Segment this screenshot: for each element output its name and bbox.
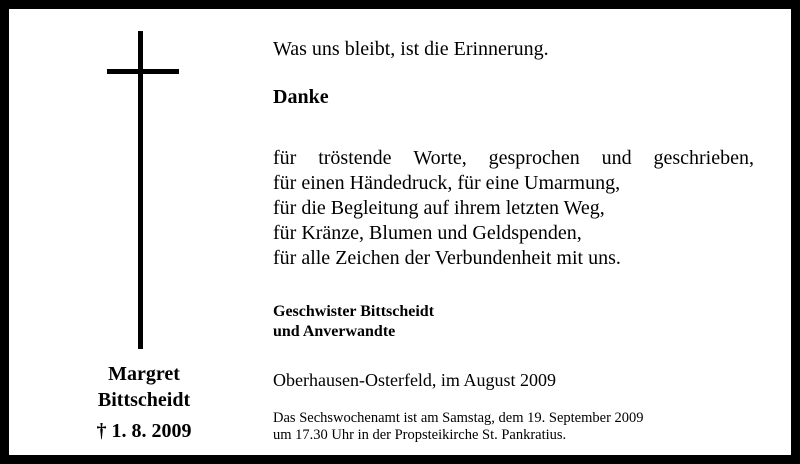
service-word: 19.: [527, 410, 546, 426]
thanks-word: tröstende: [318, 147, 392, 169]
service-word: 2009: [614, 410, 644, 426]
danke-heading: Danke: [273, 86, 329, 108]
cross-vertical-bar: [138, 31, 143, 349]
service-line-1: [273, 410, 754, 427]
service-notice: [273, 410, 754, 444]
service-word: Samstag,: [442, 410, 495, 426]
signature: [273, 302, 434, 342]
thanks-text: [273, 146, 754, 271]
obituary-card: [9, 9, 791, 455]
intro-line: Was uns bleibt, ist die Erinnerung.: [273, 38, 549, 60]
service-word: Sechswochenamt: [299, 410, 400, 426]
service-line-2: um 17.30 Uhr in der Propsteikirche St. Pankratius.: [273, 427, 567, 443]
signature-line-1: Geschwister Bittscheidt: [273, 303, 435, 320]
thanks-word: gesprochen: [488, 147, 580, 169]
thanks-word: für: [273, 147, 297, 169]
service-word: ist: [403, 410, 418, 426]
deceased-last-name: Bittscheidt: [97, 389, 191, 411]
thanks-line-3: für die Begleitung auf ihrem letzten Weg,: [273, 197, 605, 219]
place-date: Oberhausen-Osterfeld, im August 2009: [273, 370, 556, 390]
service-word: am: [420, 410, 439, 426]
thanks-word: Worte,: [413, 147, 467, 169]
service-word: Das: [273, 410, 296, 426]
thanks-line-5: für alle Zeichen der Verbundenheit mit uns.: [273, 247, 621, 269]
thanks-line-1: [273, 146, 754, 171]
thanks-line-4: für Kränze, Blumen und Geldspenden,: [273, 222, 582, 244]
thanks-word: und: [601, 147, 632, 169]
cross-horizontal-bar: [107, 69, 179, 74]
service-word: dem: [498, 410, 524, 426]
signature-line-2: und Anverwandte: [273, 323, 396, 340]
service-word: September: [548, 410, 611, 426]
deceased-first-name: Margret: [108, 363, 180, 385]
thanks-word: geschrieben,: [653, 147, 754, 169]
death-date: † 1. 8. 2009: [96, 420, 192, 442]
thanks-line-2: für einen Händedruck, für eine Umarmung,: [273, 172, 621, 194]
